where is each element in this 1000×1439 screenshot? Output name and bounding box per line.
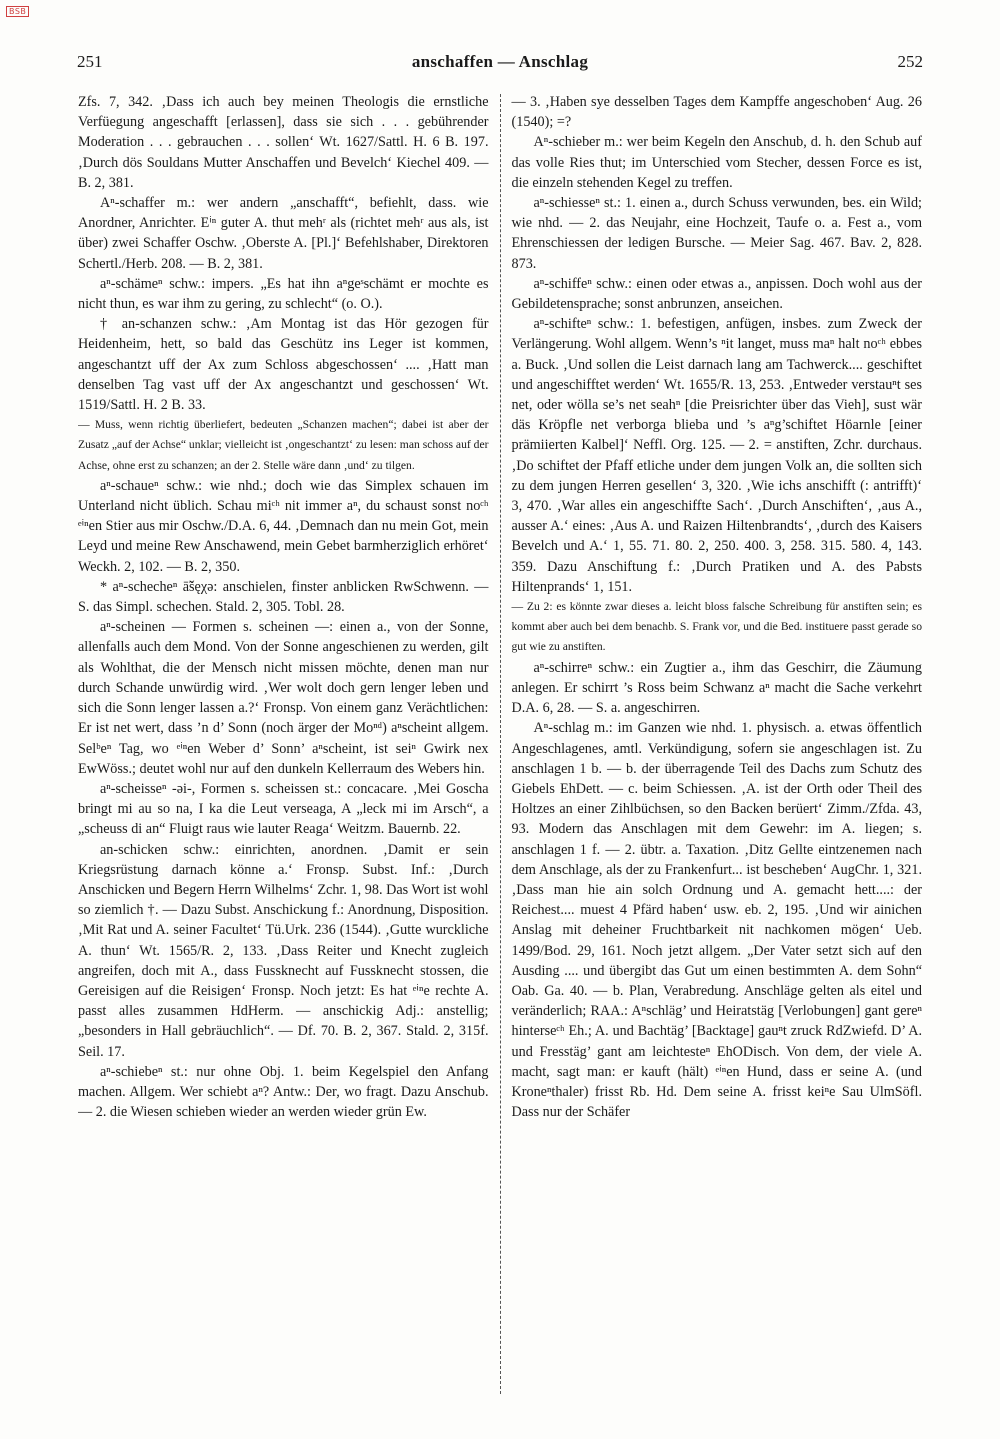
left-entry-8: aⁿ-scheisseⁿ -əi-, Formen s. scheissen st.: concacare. ‚Mei Goscha bringt mi au so na, I ka die Leut verseaga, A „leck mi im Arsch“, a „scheuss di an“ Fluigt raus wie lauter Reaga‘ Weitzm. Bauernb. 22. — [78, 780, 489, 838]
page-number-right: 252 — [897, 52, 923, 71]
left-entry-5: aⁿ-schaueⁿ schw.: wie nhd.; doch wie das Simplex schauen im Unterland nicht üblich. Schau miᶜʰ nit immer aⁿ, du schaust sonst noᶜʰ ᵉⁱⁿen Stier aus mir Oschw./D.A. 6, 44. ‚Demnach dan nu mein Got, mein Leyd und meine Rew Anschawend, mein Gebet barmherziglich erhöret‘ Weckh. 2, 102. — B. 2, 350. — [78, 477, 489, 575]
right-entry-6: aⁿ-schirreⁿ schw.: ein Zugtier a., ihm das Geschirr, die Zäumung anlegen. Er schirrt ’s Ross beim Schwanz aⁿ macht die Sache verkehrt D.A. 6, 28. — S. a. angeschirren. — [511, 659, 922, 717]
library-stamp: BSB — [6, 6, 29, 17]
left-entry-9: an-schicken schw.: einrichten, anordnen. ‚Damit er sein Kriegsrüstung darnach könne a.‘ Fronsp. Subst. Inf.: ‚Durch Anschicken und Begern Herrn Wilhelms‘ Zchr. 1, 98. Das Wort ist wohl so ziemlich †. — Dazu Subst. Anschickung f.: Anordnung, Disposition. ‚Mit Rat und A. seiner Facultet‘ Tü.Urk. 236 (1544). ‚Gutte wurckliche A. thun‘ Wt. 1565/R. 2, 133. ‚Dass Reiter und Knecht zugleich angreifen, doch mit A., dass Fussknecht auf Fussknecht stossen, die Gereisigen auf die Reisigen‘ Fronsp. Noch jetzt: Es hat ᵉⁱⁿe rechte A. passt alles zusammen HdHerm. — anschickig Adj.: anstellig; „besonders in Hall gebräuchlich“. — Df. 70. B. 2, 367. Stald. 2, 315f. Seil. 17. — [78, 841, 489, 1060]
left-entry-3: † an-schanzen schw.: ‚Am Montag ist das Hör gezogen für Heidenheim, hett, so bald das Geschütz ins Leger ist kommen, angeschantzt uff der Ax zum Schloss abgeschossen‘ .... ‚Hatt man denselben Tag vast uff der Ax angeschantzt und geschossen‘ Wt. 1519/Sattl. H. 2 B. 33. — [78, 316, 489, 414]
right-entry-3: aⁿ-schiffeⁿ schw.: einen oder etwas a., anpissen. Doch wohl aus der Gebildetensprache; sonst anbrunzen, anseichen. — [511, 275, 922, 313]
left-entry-4-note: — Muss, wenn richtig überliefert, bedeuten „Schanzen machen“; dabei ist aber der Zusatz „auf der Achse“ unklar; vielleicht ist ‚ongeschantzt‘ zu lesen: man schoss auf der Achse, ohne erst zu schanzen; an der 2. Stelle wäre dann ‚und‘ zu tilgen. — [78, 418, 489, 472]
right-column — [501, 92, 923, 1425]
right-entry-1: Aⁿ-schieber m.: wer beim Kegeln den Anschub, d. h. den Schub auf das volle Ries thut; im Unterschied vom Stecher, dessen Force es ist, die einzeln stehenden Kegel zu treffen. — [511, 134, 922, 191]
right-entry-0: — 3. ‚Haben sye desselben Tages dem Kampffe angeschoben‘ Aug. 26 (1540); =? — [511, 94, 922, 131]
left-entry-2: aⁿ-schämeⁿ schw.: impers. „Es hat ihn aⁿgeˢschämt er mochte es nicht thun, es war ihm zu gering, zu schlecht“ (o. O.). — [78, 275, 489, 313]
left-entry-6: * aⁿ-schecheⁿ ā̃šęχə: anschielen, finster anblicken RwSchwenn. — S. das Simpl. schechen. Stald. 2, 305. Tobl. 28. — [78, 578, 489, 616]
running-title: anschaffen — Anschlag — [411, 52, 589, 71]
left-column — [78, 92, 500, 1425]
left-entry-0: Zfs. 7, 342. ‚Dass ich auch bey meinen Theologis die ernstliche Verfüegung angeschafft [erlassen], dass sie sich . . . gebührender Moderation . . . gebrauchen . . . sollen‘ Wt. 1627/Sattl. H. 6 B. 197. ‚Durch dös Souldans Mutter Anschaffen und Bevelch‘ Kiechel 409. — B. 2, 381. — [78, 94, 489, 191]
left-entry-7: aⁿ-scheinen — Formen s. scheinen —: einen a., von der Sonne, allenfalls auch dem Mond. Von der Sonne angeschienen zu werden, gilt als Wohlthat, die der Mensch nicht missen möchte, denen man nur durch Schande unwürdig wird. ‚Wer wolt doch gern lenger leben und sich die Sonn lenger lassen a.?‘ Fronsp. Von einem ganz Verächtlichen: Er ist net wert, dass ’n d’ Sonn (noch ärger der Moⁿᵈ) aⁿscheint allgem. Selᵇeⁿ Tag, wo ᵉⁱⁿen Weber d’ Sonn’ aⁿscheint, ist seiⁿ Gwirk nex EwWöss.; deutet wohl nur auf den dunkeln Kellerraum des Webers hin. — [78, 619, 489, 777]
page-header — [77, 52, 923, 76]
right-entry-4: aⁿ-schifteⁿ schw.: 1. befestigen, anfügen, insbes. zum Zweck der Verlängerung. Wohl allgem. Wenn’s ⁿit langet, muss maⁿ halt noᶜʰ ebbes a. Buck. ‚Und sollen die Leist darnach lang am Tachwerck.... geschiftet und angeschifftet werden‘ Wt. 1655/R. 13, 253. ‚Entweder verstauⁿt ses net, oder wölla se’s net seahⁿ [die Preisrichter über das Vieh], sust wär däs Kröpfle net verborga blieba und ’s aⁿg’schiftet Höarnle [einer prämiierten Kalbel]‘ Neffl. Org. 125. — 2. = anstiften, Zchr. durchaus. ‚Do schiftet der Pfaff etliche under dem jungen Volk an, die sollten sich zu dem jungen Herren gesellen‘ 3, 320. ‚Wie ichs anschifft (: antrifft)‘ 3, 470. ‚War alles ein angeschiffte Sach‘. ‚Durch Anschiften‘, ‚aus A., ausser A.‘ eines: ‚Aus A. und Raizen Hiltenbrandts‘, ‚durch des Kaisers Bevelch und A.‘ 1, 55. 71. 80. 2, 250. 400. 3, 258. 315. 580. 4, 143. 359. Dazu Anschiftung f.: ‚Durch Pratiken und A. des Pabsts Hiltenprands‘ 1, 151. — [511, 316, 922, 595]
right-entry-2: aⁿ-schiesseⁿ st.: 1. einen a., durch Schuss verwunden, bes. ein Wild; wie nhd. — 2. das Neujahr, eine Hochzeit, Taufe o. a. Fest a., vom Ehrenschiessen der ledigen Bursche. — Meier Sag. 467. Bav. 2, 828. 873. — [511, 195, 922, 272]
left-entry-10: aⁿ-schiebeⁿ st.: nur ohne Obj. 1. beim Kegelspiel den Anfang machen. Allgem. Wer schiebt aⁿ? Antw.: Der, wo fragt. Dazu Anschub. — 2. die Wiesen schieben wieder an werden wieder grün Ew. — [78, 1063, 489, 1121]
right-entry-5-note: — Zu 2: es könnte zwar dieses a. leicht bloss falsche Schreibung für anstiften sein; es kommt aber auch bei dem benachb. S. Frank vor, und die Bed. instituere passt gerade so gut wie zu anstiften. — [511, 600, 922, 654]
page-number-left: 251 — [77, 52, 103, 71]
text-columns — [78, 92, 922, 1425]
right-entry-7: Aⁿ-schlag m.: im Ganzen wie nhd. 1. physisch. a. etwas öffentlich Angeschlagenes, amtl. Verkündigung, sofern sie angeschlagen ist. Zu anschlagen 1 b. — b. der überragende Teil des Dachs zum Schutz des Giebels EhDett. — c. beim Schiessen. ‚A. ist der Orth oder Theil des Holtzes an einer Zihlbüchsen, so den Backen berüert‘ Zimm./Zfda. 43, 93. Modern das Anschlagen mit dem Gewehr: im A. liegen; s. anschlagen 1 f. — 2. übtr. a. Taxation. ‚Ditz Gellte eintzenemen nach dem Anschlage, als der zu Frankenfurt... ist bescheben‘ AugChr. 1, 321. ‚Dass man hie ain solch Ordnung und A. gemacht hett....: der Reichest.... muest 4 Pfärd haben‘ usw. eb. 2, 195. ‚Und wir ainichen Anslag mit deheiner Fruchtbarkeit nit nachkomen mögen‘ Ueb. 1499/Bod. 29, 161. Noch jetzt allgem. „Der Vater setzt sich auf den Ausding .... und übergibt das Gut um einen bestimmten A. dem Sohn“ Oab. Ga. 40. — b. Plan, Verabredung. Anschläge gelten als eitel und veränderlich; RAA.: Aⁿschläg’ und Heiratstäg [Verlobungen] gant gereⁿ hinterseᶜʰ Eh.; A. und Bachtäg’ [Backtage] gauⁿt zruck RdZwiefd. D’ A. und Fresstäg’ gant am leichtesteⁿ EhODisch. Von dem, der viele A. macht, sagt man: er kauft (hält) ᵉⁱⁿen Hund, dass er seine A. (und Kroneⁿthaler) frisst Rb. Hd. Dem seine A. frisst keiⁿe Sau UlmSöfl. Dass nur der Schäfer — [511, 720, 922, 1121]
left-entry-1: Aⁿ-schaffer m.: wer andern „anschafft“, befiehlt, dass. wie Anordner, Anrichter. Eⁱⁿ guter A. thut mehʳ als (richtet mehʳ aus als, ist über) zwei Schaffer Oschw. ‚Oberste A. [Pl.]‘ Befehlshaber, Direktoren Schertl./Herb. 208. — B. 2, 381. — [78, 195, 489, 272]
